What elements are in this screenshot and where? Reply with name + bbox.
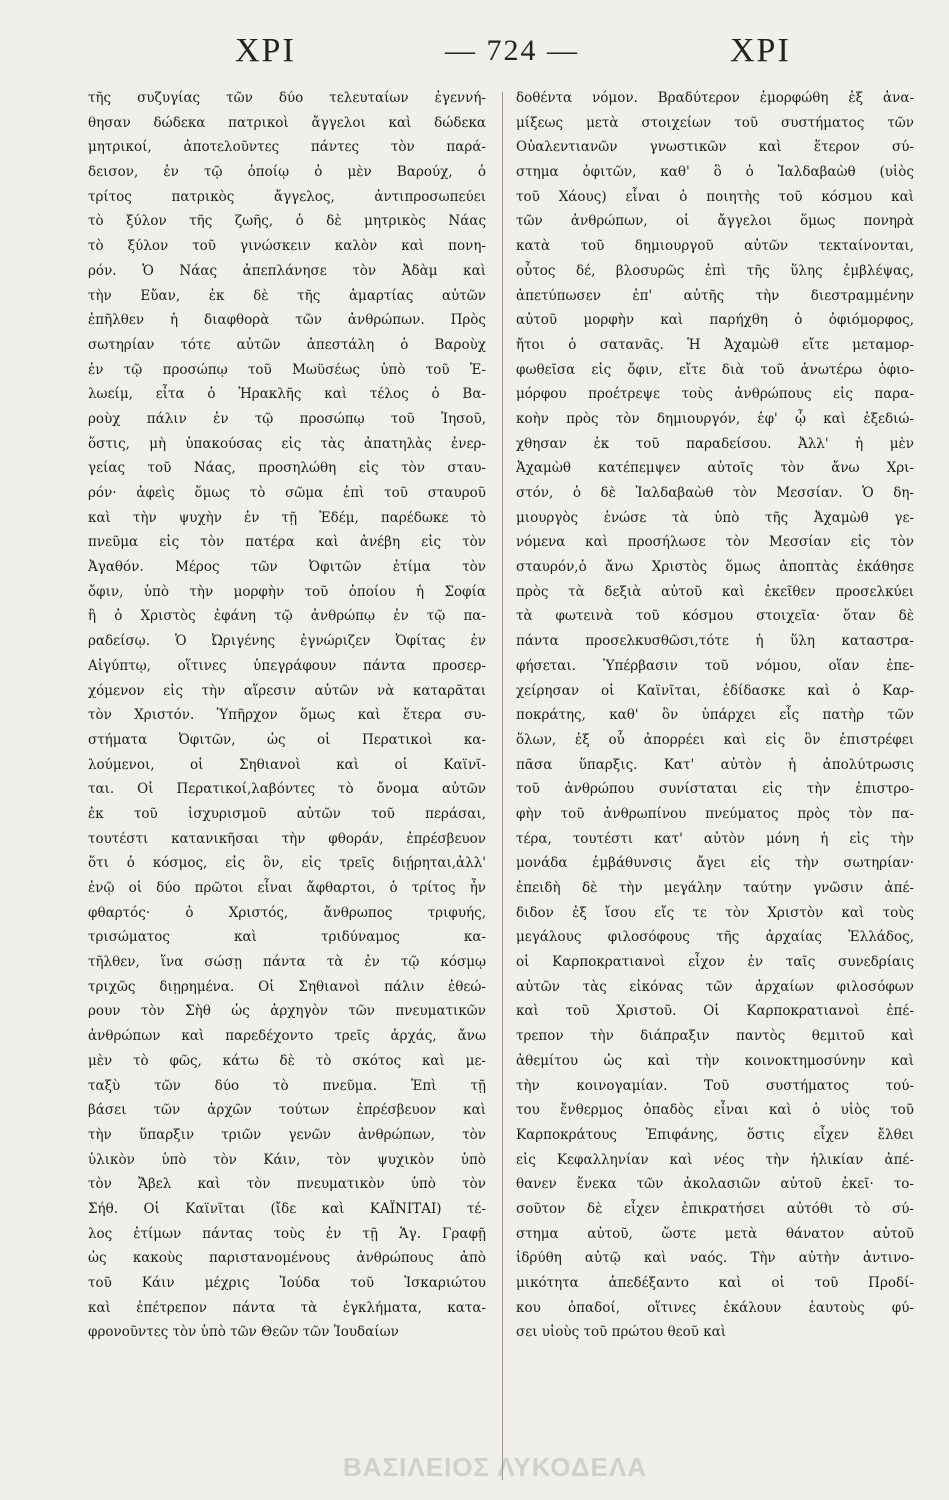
text-line: χείρησαν οἱ Καϊνῖται, ἐδίδασκε καὶ ὁ Καρ-: [516, 682, 914, 699]
text-line: τοῦ Χάους) εἶναι ὁ ποιητὴς τοῦ κόσμου καὶ: [516, 188, 914, 205]
text-line: λούμενοι, οἱ Σηθιανοὶ καὶ οἱ Καϊνῖ-: [88, 756, 486, 773]
text-line: ὅτι ὁ κόσμος, εἰς ὃν, εἰς τρεῖς διῄρηται,ἀλλ': [88, 855, 486, 872]
text-line: νόμενα καὶ προσήλωσε τὸν Μεσσίαν εἰς τὸν: [516, 534, 914, 551]
text-line: φρονοῦντες τὸν ὑπὸ τῶν Θεῶν τῶν Ἰουδαίων: [88, 1324, 399, 1341]
text-line: ροὺχ πάλιν ἐν τῷ προσώπῳ τοῦ Ἰησοῦ,: [88, 410, 486, 427]
text-line: τουτέστι κατανικῆσαι τὴν φθοράν, ἐπρέσβευον: [88, 830, 486, 847]
text-line: ὅστις, μὴ ὑπακούσας εἰς τὰς ἀπατηλὰς ἐνερ-: [88, 435, 486, 452]
text-line: μίξεως μετὰ στοιχείων τοῦ συστήματος τῶν: [516, 114, 914, 131]
text-line: ἐκ τοῦ ἰσχυρισμοῦ αὐτῶν τοῦ περάσαι,: [88, 805, 486, 822]
right-text-column: [516, 86, 914, 1345]
text-line: δοθέντα νόμον. Βραδύτερον ἐμορφώθη ἐξ ἀνα-: [516, 90, 914, 106]
text-line: ὑλικὸν ὑπὸ τὸν Κάιν, τὸν ψυχικὸν ὑπὸ: [88, 1151, 486, 1168]
text-line: ἀθεμίτου ὡς καὶ τὴν κοινοκτημοσύνην καὶ: [516, 1052, 914, 1069]
text-line: ρουν τὸν Σὴθ ὡς ἀρχηγὸν τῶν πνευματικῶν: [88, 1003, 486, 1020]
column-divider: [502, 92, 503, 1480]
text-line: χθησαν ἐκ τοῦ παραδείσου. Ἀλλ' ἡ μὲν: [516, 435, 914, 452]
text-line: σοῦτον δὲ εἶχεν ἐπικρατήσει αὐτόθι τὸ σύ-: [516, 1200, 914, 1217]
text-line: τὸν Χριστόν. Ὑπῆρχον ὅμως καὶ ἕτερα συ-: [88, 707, 486, 724]
text-line: μικότητα ἀπεδέξαντο καὶ οἱ τοῦ Προδί-: [516, 1275, 914, 1291]
text-line: ὄφιν, ὑπὸ τὴν μορφὴν τοῦ ὁποίου ἡ Σοφία: [88, 583, 486, 600]
text-line: ἀνθρώπων καὶ παρεδέχοντο τρεῖς ἀρχάς, ἄνω: [88, 1028, 486, 1045]
text-line: μιουργὸς ἑνώσε τὰ ὑπὸ τῆς Ἀχαμὼθ γε-: [516, 509, 914, 526]
library-watermark: ΒΑΣΙΛΕΙΟΣ ΛΥΚΟΔΕΛΑ: [343, 1452, 647, 1482]
text-line: τὴν Εὔαν, ἐκ δὲ τῆς ἁμαρτίας αὐτῶν: [88, 287, 486, 304]
text-line: ἤτοι ὁ σατανᾶς. Ἡ Ἀχαμὼθ εἴτε μεταμορ-: [516, 336, 914, 353]
text-line: τὴν ὕπαρξιν τριῶν γενῶν ἀνθρώπων, τὸν: [88, 1126, 486, 1143]
text-line: λος ἐτίμων πάντας τοὺς ἐν τῇ Ἁγ. Γραφῇ: [88, 1225, 486, 1242]
text-line: ρόν. Ὁ Νάας ἀπεπλάνησε τὸν Ἀδὰμ καὶ: [88, 262, 486, 279]
left-text-column: [88, 86, 486, 1345]
text-line: διδον ἐξ ἴσου εἴς τε τὸν Χριστὸν καὶ τοὺς: [516, 904, 914, 921]
text-line: ται. Οἱ Περατικοί,λαβόντες τὸ ὄνομα αὐτῶν: [88, 781, 486, 798]
text-line: ραδείσῳ. Ὁ Ὠριγένης ἐγνώριζεν Ὀφίτας ἐν: [88, 633, 486, 650]
text-line: ἐνῷ οἱ δύο πρῶτοι εἶναι ἄφθαρτοι, ὁ τρίτος ἦν: [88, 880, 486, 896]
text-line: δεισον, ἐν τῷ ὁποίῳ ὁ μὲν Βαρούχ, ὁ: [88, 164, 486, 181]
text-line: μὲν τὸ φῶς, κάτω δὲ τὸ σκότος καὶ με-: [88, 1052, 486, 1069]
page-header: [90, 20, 889, 80]
text-line: τῆς συζυγίας τῶν δύο τελευταίων ἐγεννή-: [88, 90, 486, 106]
text-line: στημα ὀφιτῶν, καθ' ὃ ὁ Ἰαλδαβαὼθ (υἱὸς: [516, 164, 914, 181]
text-line: τῆλθεν, ἵνα σώσῃ πάντα τὰ ἐν τῷ κόσμῳ: [88, 954, 486, 971]
text-line: χόμενον εἰς τὴν αἵρεσιν αὐτῶν νὰ καταρᾶται: [88, 682, 486, 699]
text-line: σωτηρίαν τότε αὐτῶν ἀπεστάλη ὁ Βαροὺχ: [88, 336, 486, 353]
text-line: θησαν δώδεκα πατρικοὶ ἄγγελοι καὶ δώδεκα: [88, 114, 486, 131]
text-line: αὐτοῦ μορφὴν καὶ παρήχθη ὁ ὀφιόμορφος,: [516, 312, 914, 329]
text-line: ταξὺ τῶν δύο τὸ πνεῦμα. Ἐπὶ τῇ: [88, 1077, 486, 1094]
text-line: ἐπῆλθεν ἡ διαφθορὰ τῶν ἀνθρώπων. Πρὸς: [88, 312, 486, 329]
text-line: Σήθ. Οἱ Καϊνῖται (ἴδε καὶ ΚΑΪΝΙΤΑΙ) τέ-: [88, 1200, 486, 1217]
text-line: Αἰγύπτῳ, οἵτινες ὑπεγράφουν πάντα προσερ-: [88, 657, 486, 674]
text-line: πρὸς τὰ δεξιὰ αὐτοῦ καὶ ἐκεῖθεν προσελκύει: [516, 583, 914, 600]
text-line: στημα αὐτοῦ, ὥστε μετὰ θάνατον αὐτοῦ: [516, 1225, 914, 1242]
text-line: μονάδα ἐμβάθυνσις ἄγει εἰς τὴν σωτηρίαν·: [516, 855, 914, 872]
text-line: φωθεῖσα εἰς ὄφιν, εἴτε διὰ τοῦ ἀνωτέρω ὀφιο-: [516, 361, 914, 378]
text-line: ρόν· ἀφεὶς ὅμως τὸ σῶμα ἐπὶ τοῦ σταυροῦ: [88, 485, 486, 501]
header-right-title: ΧΡΙ: [730, 32, 791, 69]
text-line: κοὴν πρὸς τὸν δημιουργόν, ἐφ' ᾧ καὶ ἐξεδιώ-: [516, 410, 914, 427]
text-line: πᾶσα ὕπαρξις. Κατ' αὐτὸν ἡ ἀπολύτρωσις: [516, 756, 914, 773]
text-line: σταυρόν,ὁ ἄνω Χριστὸς ὅμως ἀποπτὰς ἐκάθησε: [516, 559, 914, 576]
text-line: οὗτος δέ, βλοσυρῶς ἐπὶ τῆς ὕλης ἐμβλέψας,: [516, 262, 914, 279]
text-line: καὶ τοῦ Χριστοῦ. Οἱ Καρποκρατιανοὶ ἐπέ-: [516, 1003, 914, 1020]
text-line: Ἀγαθόν. Μέρος τῶν Ὀφιτῶν ἐτίμα τὸν: [88, 559, 486, 576]
text-line: τὰ φωτεινὰ τοῦ κόσμου στοιχεῖα· ὅταν δὲ: [516, 608, 914, 625]
text-line: ὅλων, ἐξ οὗ ἀπορρέει καὶ εἰς ὃν ἐπιστρέφει: [516, 731, 914, 748]
text-line: φθαρτός· ὁ Χριστός, ἄνθρωπος τριφυής,: [88, 904, 486, 921]
text-line: μητρικοί, ἀποτελοῦντες πάντες τὸν παρά-: [88, 139, 486, 156]
text-line: στήματα Ὀφιτῶν, ὡς οἱ Περατικοὶ κα-: [88, 731, 486, 748]
text-line: στόν, ὁ δὲ Ἰαλδαβαὼθ τὸν Μεσσίαν. Ὁ δη-: [516, 485, 914, 501]
text-line: γείας τοῦ Νάας, προσηλώθη εἰς τὸν σταυ-: [88, 460, 486, 477]
text-line: πνεῦμα εἰς τὸν πατέρα καὶ ἀνέβη εἰς τὸν: [88, 534, 486, 551]
text-line: μεγάλους φιλοσόφους τῆς ἀρχαίας Ἑλλάδος,: [516, 929, 914, 946]
text-line: αὐτῶν τὰς εἰκόνας τῶν ἀρχαίων φιλοσόφων: [516, 978, 914, 995]
text-line: καὶ τὴν ψυχὴν ἐν τῇ Ἐδέμ, παρέδωκε τὸ: [88, 509, 486, 526]
text-line: ἐπειδὴ δὲ τὴν μεγάλην ταύτην γνῶσιν ἀπέ-: [516, 880, 914, 896]
text-line: τὸ ξύλον τῆς ζωῆς, ὁ δὲ μητρικὸς Νάας: [88, 213, 486, 230]
text-line: ὡς κακοὺς παριστανομένους ἀνθρώπους ἀπὸ: [88, 1250, 486, 1267]
text-line: εἰς Κεφαλληνίαν καὶ νέος τὴν ἡλικίαν ἀπέ-: [516, 1151, 914, 1168]
text-line: πάντα προσελκυσθῶσι,τότε ἡ ὕλη καταστρα-: [516, 633, 914, 650]
text-line: ἐν τῷ προσώπῳ τοῦ Μωϋσέως ὑπὸ τοῦ Ἐ-: [88, 361, 486, 378]
text-line: ἱδρύθη αὐτῷ καὶ ναός. Τὴν αὐτὴν ἀντινο-: [516, 1250, 914, 1267]
text-line: τοῦ ἀνθρώπου συνίσταται εἰς τὴν ἐπιστρο-: [516, 781, 914, 798]
text-line: τρισώματος καὶ τριδύναμος κα-: [88, 929, 486, 946]
text-line: καὶ ἐπέτρεπον πάντα τὰ ἐγκλήματα, κατα-: [88, 1299, 486, 1316]
text-line: κατὰ τοῦ δημιουργοῦ αὐτῶν τεκταίνονται,: [516, 238, 914, 255]
text-line: ἀπετύπωσεν ἐπ' αὐτῆς τὴν διεστραμμένην: [516, 287, 914, 304]
text-line: τέρα, τουτέστι κατ' αὐτὸν μόνη ἡ εἰς τὴν: [516, 830, 914, 847]
text-line: ἢ ὁ Χριστὸς ἐφάνη τῷ ἀνθρώπῳ ἐν τῷ πα-: [88, 608, 486, 625]
text-line: του ἔνθερμος ὀπαδὸς εἶναι καὶ ὁ υἱὸς τοῦ: [516, 1102, 914, 1119]
text-line: Οὐαλεντιανῶν γνωστικῶν καὶ ἕτερον σύ-: [516, 139, 914, 156]
text-line: τὸν Ἄβελ καὶ τὸν πνευματικὸν ὑπὸ τὸν: [88, 1176, 486, 1193]
text-line: Ἀχαμὼθ κατέπεμψεν αὐτοῖς τὸν ἄνω Χρι-: [516, 460, 914, 477]
text-line: βάσει τῶν ἀρχῶν τούτων ἐπρέσβευον καὶ: [88, 1102, 486, 1119]
text-line: Καρποκράτους Ἐπιφάνης, ὅστις εἶχεν ἔλθει: [516, 1126, 914, 1143]
text-line: σει υἱοὺς τοῦ πρώτου θεοῦ καὶ: [516, 1324, 727, 1341]
text-line: φήσεται. Ὑπέρβασιν τοῦ νόμου, οἵαν ἐπε-: [516, 657, 914, 674]
text-line: θανεν ἕνεκα τῶν ἀκολασιῶν αὐτοῦ ἐκεῖ· το-: [516, 1176, 914, 1193]
page-number: — 724 —: [445, 34, 579, 67]
text-line: τὴν κοινογαμίαν. Τοῦ συστήματος τού-: [516, 1077, 914, 1094]
text-line: φὴν τοῦ ἀνθρωπίνου πνεύματος πρὸς τὸν πα-: [516, 805, 914, 822]
text-line: μόρφου προέτρεψε τοὺς ἀνθρώπους εἰς παρα-: [516, 386, 914, 403]
text-line: τοῦ Κάιν μέχρις Ἰούδα τοῦ Ἰσκαριώτου: [88, 1275, 486, 1291]
text-line: ποκράτης, καθ' ὃν ὑπάρχει εἷς πατὴρ τῶν: [516, 707, 914, 724]
text-line: λωείμ, εἶτα ὁ Ἡρακλῆς καὶ τέλος ὁ Βα-: [88, 386, 486, 403]
header-left-title: ΧΡΙ: [235, 32, 296, 69]
text-line: κου ὀπαδοί, οἵτινες ἐκάλουν ἑαυτοὺς φύ-: [516, 1299, 914, 1316]
text-line: τὸ ξύλον τοῦ γινώσκειν καλὸν καὶ πονη-: [88, 238, 486, 255]
text-line: τρεπον τὴν διάπραξιν παντὸς θεμιτοῦ καὶ: [516, 1028, 914, 1045]
text-line: οἱ Καρποκρατιανοὶ εἶχον ἐν ταῖς συνεδρίαις: [516, 954, 914, 971]
text-line: τῶν ἀνθρώπων, οἱ ἄγγελοι ὅμως πονηρὰ: [516, 213, 914, 230]
text-line: τριχῶς διῃρημένα. Οἱ Σηθιανοὶ πάλιν ἐθεώ-: [88, 978, 486, 995]
text-line: τρίτος πατρικὸς ἄγγελος, ἀντιπροσωπεύει: [88, 188, 486, 205]
